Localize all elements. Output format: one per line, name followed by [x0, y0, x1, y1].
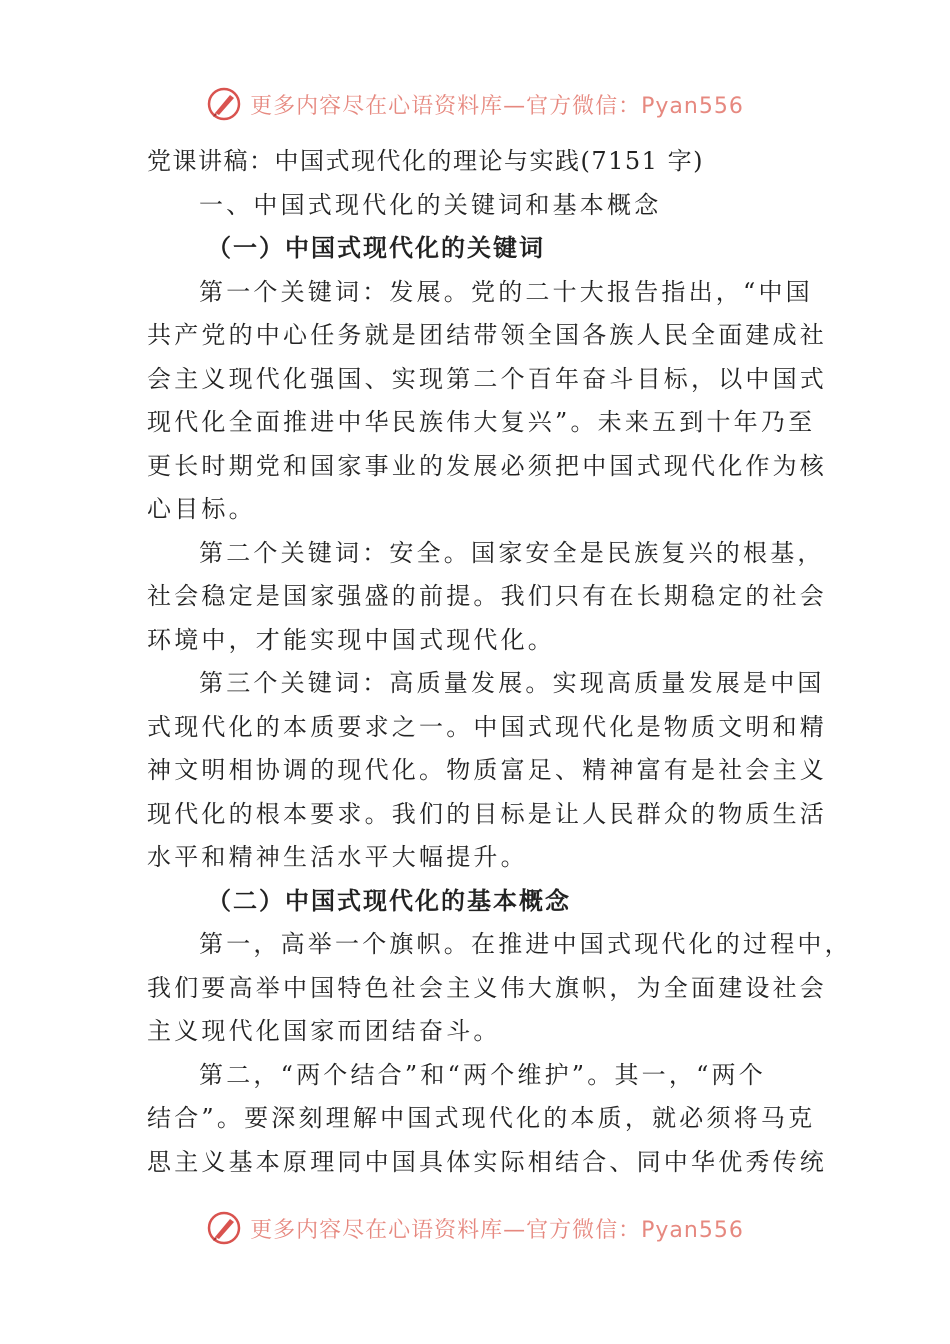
- section-heading: 一、中国式现代化的关键词和基本概念: [199, 190, 662, 219]
- paragraph-line: 社会稳定是国家强盛的前提。我们只有在长期稳定的社会: [147, 582, 827, 610]
- paragraph-security: [147, 532, 827, 663]
- paragraph-line: 第一个关键词：发展。党的二十大报告指出，“中国: [199, 277, 813, 306]
- paragraph-quality: [147, 662, 827, 880]
- paragraph-line: 现代化全面推进中华民族伟大复兴”。未来五到十年乃至: [147, 408, 816, 436]
- paragraph-line: 第一，高举一个旗帜。在推进中国式现代化的过程中，: [199, 930, 852, 958]
- pen-logo-icon: [206, 1210, 242, 1246]
- paragraph-development: [147, 271, 827, 532]
- paragraph-line: 神文明相协调的现代化。物质富足、精神富有是社会主义: [147, 756, 827, 784]
- paragraph-line: 心目标。: [147, 495, 256, 523]
- watermark-text: 更多内容尽在心语资料库—官方微信：Pyan556: [250, 93, 744, 119]
- paragraph-line: 水平和精神生活水平大幅提升。: [147, 843, 528, 871]
- pen-logo-icon: [206, 86, 242, 122]
- paragraph-line: 更长时期党和国家事业的发展必须把中国式现代化作为核: [147, 451, 827, 480]
- paragraph-line: 第二，“两个结合”和“两个维护”。其一，“两个: [199, 1060, 766, 1089]
- watermark-footer: [0, 1210, 950, 1246]
- paragraph-line: 结合”。要深刻理解中国式现代化的本质，就必须将马克: [147, 1104, 816, 1132]
- paragraph-line: 会主义现代化强国、实现第二个百年奋斗目标，以中国式: [147, 364, 827, 393]
- watermark-header: [0, 86, 950, 122]
- paragraph-line: 我们要高举中国特色社会主义伟大旗帜，为全面建设社会: [147, 973, 827, 1002]
- document-title: 党课讲稿：中国式现代化的理论与实践(7151 字): [147, 147, 704, 175]
- paragraph-line: 第二个关键词：安全。国家安全是民族复兴的根基，: [199, 538, 825, 567]
- paragraph-line: 思主义基本原理同中国具体实际相结合、同中华优秀传统: [147, 1147, 827, 1176]
- watermark-text: 更多内容尽在心语资料库—官方微信：Pyan556: [250, 1217, 744, 1243]
- subsection-heading: （一）中国式现代化的关键词: [207, 234, 545, 262]
- document-body: [147, 140, 852, 1184]
- paragraph-line: 共产党的中心任务就是团结带领全国各族人民全面建成社: [147, 321, 827, 349]
- paragraph-line: 环境中，才能实现中国式现代化。: [147, 625, 555, 654]
- paragraph-flag: [147, 923, 852, 1054]
- paragraph-two-combinations: [147, 1054, 827, 1185]
- subsection-heading: （二）中国式现代化的基本概念: [207, 886, 571, 915]
- paragraph-line: 式现代化的本质要求之一。中国式现代化是物质文明和精: [147, 712, 827, 741]
- paragraph-line: 现代化的根本要求。我们的目标是让人民群众的物质生活: [147, 799, 827, 828]
- paragraph-line: 第三个关键词：高质量发展。实现高质量发展是中国: [199, 669, 825, 697]
- paragraph-line: 主义现代化国家而团结奋斗。: [147, 1017, 501, 1045]
